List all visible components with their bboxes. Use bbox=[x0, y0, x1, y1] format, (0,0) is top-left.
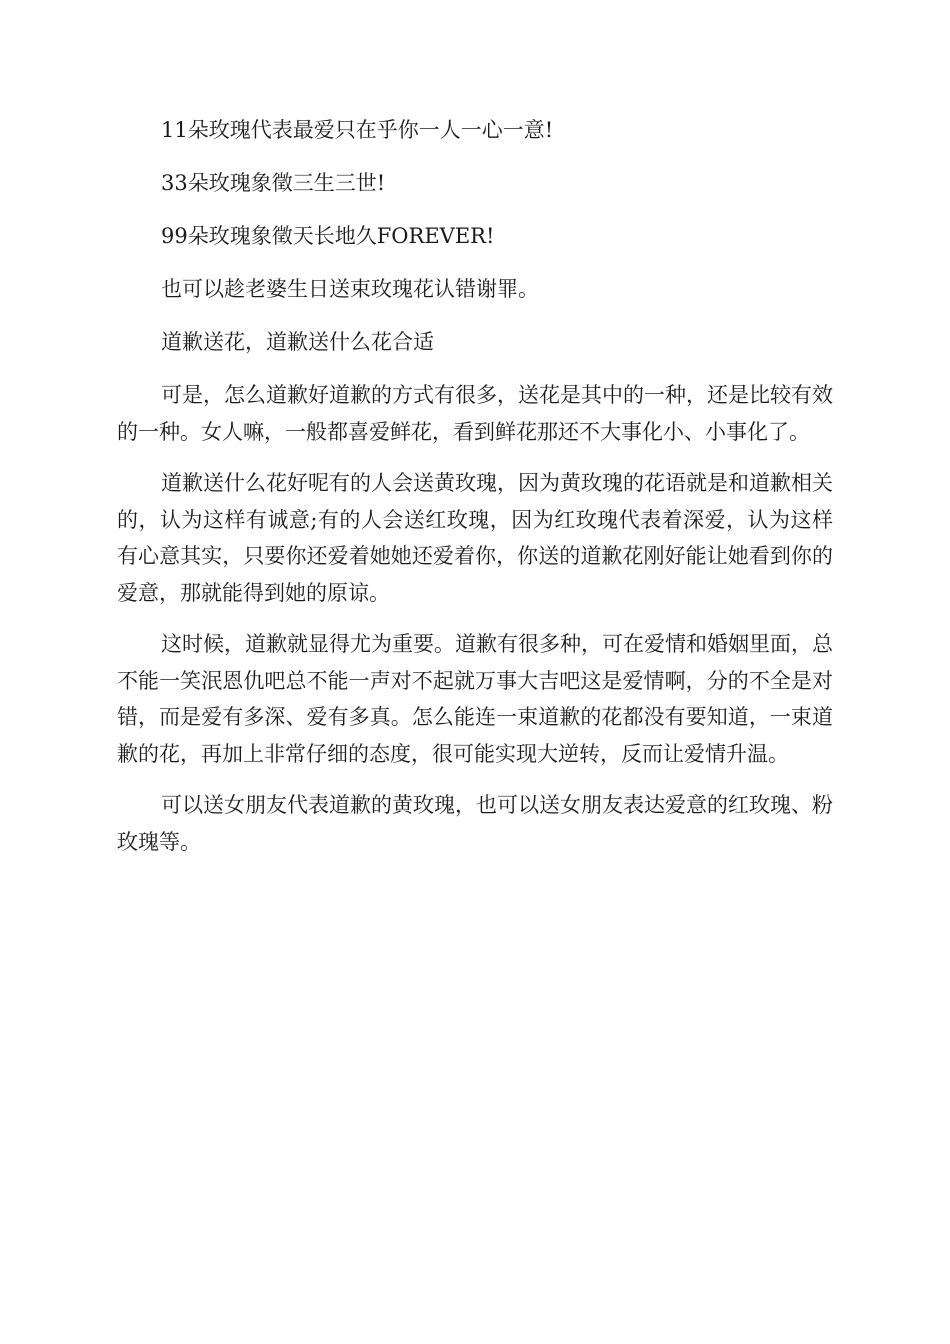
paragraph-apology-methods: 可是，怎么道歉好道歉的方式有很多，送花是其中的一种，还是比较有效的一种。女人嘛，一般都喜爱鲜花，看到鲜花那还不大事化小、小事化了。 bbox=[117, 383, 833, 444]
paragraph-importance-of-apology: 这时候，道歉就显得尤为重要。道歉有很多种，可在爱情和婚姻里面，总不能一笑泯恩仇吧总不能一声对不起就万事大吉吧这是爱情啊，分的不全是对错，而是爱有多深、爱有多真。怎么能连一束道歉的花都没有要知道，一束道歉的花，再加上非常仔细的态度，很可能实现大逆转，反而让爱情升温。 bbox=[117, 632, 833, 766]
paragraph-which-flower: 道歉送什么花好呢有的人会送黄玫瑰，因为黄玫瑰的花语就是和道歉相关的，认为这样有诚意;有的人会送红玫瑰，因为红玫瑰代表着深爱，认为这样有心意其实，只要你还爱着她她还爱着你，你送的道歉花刚好能让她看到你的爱意，那就能得到她的原谅。 bbox=[117, 471, 833, 605]
paragraph-birthday-apology: 也可以趁老婆生日送束玫瑰花认错谢罪。 bbox=[161, 277, 539, 301]
paragraph-11-roses: 11朵玫瑰代表最爱只在乎你一人一心一意! bbox=[161, 118, 554, 142]
paragraph-suggested-roses: 可以送女朋友代表道歉的黄玫瑰，也可以送女朋友表达爱意的红玫瑰、粉玫瑰等。 bbox=[117, 793, 833, 854]
paragraph-33-roses: 33朵玫瑰象徵三生三世! bbox=[161, 171, 386, 195]
paragraph-section-heading: 道歉送花，道歉送什么花合适 bbox=[161, 330, 434, 354]
document-body bbox=[117, 112, 833, 875]
paragraph-99-roses: 99朵玫瑰象徵天长地久FOREVER! bbox=[161, 224, 495, 248]
